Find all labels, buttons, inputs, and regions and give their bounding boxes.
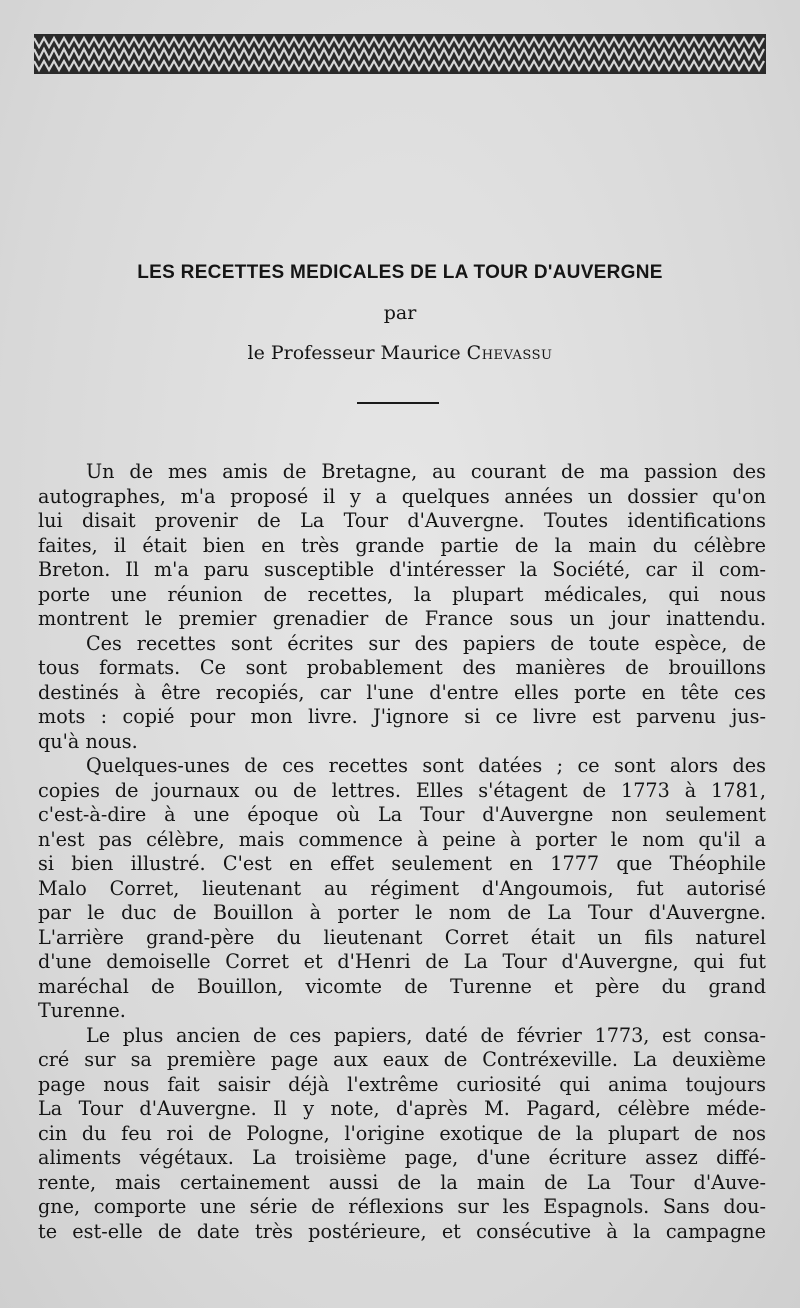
text-line: destinés à être recopiés, car l'une d'entre elles porte en tête ces [38, 680, 766, 704]
article-body [38, 460, 766, 1244]
text-line: aliments végétaux. La troisième page, d'une écriture assez diffé- [38, 1146, 766, 1169]
text-line: Le plus ancien de ces papiers, daté de février 1773, est consa- [86, 1023, 766, 1047]
text-line: si bien illustré. C'est en effet seulement en 1777 que Théophile [38, 852, 766, 875]
article-title: LES RECETTES MEDICALES DE LA TOUR D'AUVERGNE [137, 262, 663, 283]
text-line: cin du feu roi de Pologne, l'origine exotique de la plupart de nos [38, 1121, 766, 1145]
text-line: La Tour d'Auvergne. Il y note, d'après M. Pagard, célèbre méde- [38, 1097, 766, 1120]
text-line: gne, comporte une série de réflexions sur les Espagnols. Sans dou- [38, 1195, 766, 1218]
text-line: montrent le premier grenadier de France sous un jour inattendu. [38, 607, 766, 630]
text-line: qu'à nous. [38, 729, 138, 753]
text-line: porte une réunion de recettes, la plupart médicales, qui nous [38, 582, 766, 606]
text-line: Un de mes amis de Bretagne, au courant de ma passion des [86, 460, 766, 483]
text-line: L'arrière grand-père du lieutenant Corret était un fils naturel [38, 925, 766, 949]
text-line: lui disait provenir de La Tour d'Auvergne. Toutes identifications [38, 509, 766, 532]
author-prefix: le Professeur Maurice [247, 342, 467, 364]
text-line: page nous fait saisir déjà l'extrême curiosité qui anima toujours [38, 1072, 766, 1096]
text-line: cré sur sa première page aux eaux de Contréxeville. La deuxième [38, 1048, 766, 1071]
text-line: autographes, m'a proposé il y a quelques années un dossier qu'on [38, 484, 766, 508]
text-line: Quelques-unes de ces recettes sont datées ; ce sont alors des [86, 754, 766, 777]
text-line: mots : copié pour mon livre. J'ignore si ce livre est parvenu jus- [38, 705, 766, 728]
text-line: Malo Corret, lieutenant au régiment d'Angoumois, fut autorisé [38, 876, 766, 900]
text-line: tous formats. Ce sont probablement des manières de brouillons [38, 656, 766, 679]
text-line: Ces recettes sont écrites sur des papiers de toute espèce, de [86, 631, 766, 655]
byline-par: par [383, 302, 417, 324]
author-line [0, 342, 800, 364]
text-line: maréchal de Bouillon, vicomte de Turenne et père du grand [38, 974, 766, 998]
text-line: c'est-à-dire à une époque où La Tour d'Auvergne non seulement [38, 803, 766, 826]
decorative-border-ornament [34, 34, 766, 74]
text-line: par le duc de Bouillon à porter le nom de La Tour d'Auvergne. [38, 901, 766, 924]
text-line: Turenne. [38, 999, 126, 1022]
text-line: n'est pas célèbre, mais commence à peine à porter le nom qu'il a [38, 827, 766, 851]
text-line: copies de journaux ou de lettres. Elles s'étagent de 1773 à 1781, [38, 778, 766, 802]
text-line: d'une demoiselle Corret et d'Henri de La Tour d'Auvergne, qui fut [38, 950, 766, 973]
text-line: rente, mais certainement aussi de la main de La Tour d'Auve- [38, 1170, 766, 1194]
title-separator-rule [357, 402, 439, 404]
text-line: te est-elle de date très postérieure, et consécutive à la campagne [38, 1219, 766, 1243]
text-line: Breton. Il m'a paru susceptible d'intéresser la Société, car il com- [38, 558, 766, 581]
text-line: faites, il était bien en très grande partie de la main du célèbre [38, 533, 766, 557]
author-surname: Chevassu [466, 342, 553, 364]
